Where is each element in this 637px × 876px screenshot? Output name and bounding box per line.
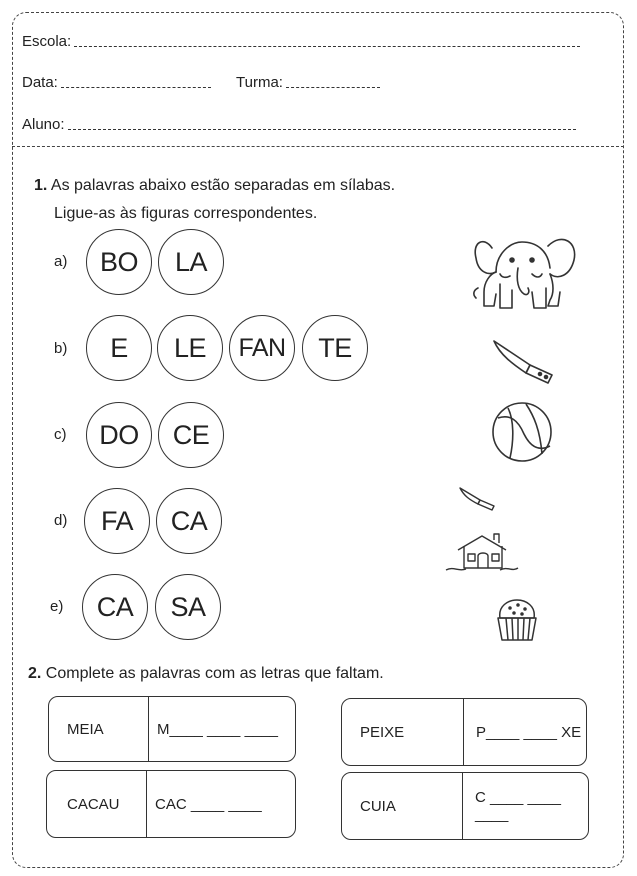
syllable-circle[interactable]: LE	[157, 315, 223, 381]
item-a-letter: a)	[54, 253, 68, 270]
elephant-icon[interactable]	[470, 228, 580, 314]
q2-title	[28, 660, 384, 688]
student-line[interactable]	[68, 128, 576, 130]
syllable-circle[interactable]: FA	[84, 488, 150, 554]
student-label: Aluno:	[22, 116, 65, 133]
q1-line2: Ligue-as às figuras correspondentes.	[54, 205, 318, 222]
syllable-circle[interactable]: DO	[86, 402, 152, 468]
school-label: Escola:	[22, 33, 72, 50]
house-icon[interactable]	[444, 530, 520, 574]
knife-icon[interactable]	[490, 335, 558, 385]
syllable-circle[interactable]: TE	[302, 315, 368, 381]
q2-number: 2.	[28, 665, 42, 682]
q2-text: Complete as palavras com as letras que faltam.	[45, 665, 384, 682]
q1-title	[34, 172, 395, 200]
class-line[interactable]	[286, 86, 380, 88]
q1-line1: As palavras abaixo estão separadas em sílabas.	[50, 177, 396, 194]
class-field[interactable]	[236, 74, 380, 91]
syllable-circle[interactable]: LA	[158, 229, 224, 295]
date-field[interactable]	[22, 74, 211, 91]
word-fill-in[interactable]: CAC ____ ____	[155, 795, 262, 813]
item-d-letter: d)	[54, 512, 68, 529]
syllable-circle[interactable]: CA	[156, 488, 222, 554]
q1-subtitle	[54, 200, 317, 228]
ball-icon[interactable]	[490, 400, 554, 464]
school-line[interactable]	[74, 45, 580, 47]
word-box-peixe	[341, 698, 587, 766]
word-label: CUIA	[342, 773, 463, 839]
syllable-circle[interactable]: BO	[86, 229, 152, 295]
word-box-meia	[48, 696, 296, 762]
word-fill-in[interactable]: C ____ ____ ____	[475, 789, 561, 823]
item-b-letter: b)	[54, 340, 68, 357]
word-box-cuia	[341, 772, 589, 840]
small-knife-icon[interactable]	[458, 484, 498, 512]
school-field[interactable]	[22, 33, 580, 50]
syllable-circle[interactable]: E	[86, 315, 152, 381]
word-label: MEIA	[49, 697, 149, 761]
word-box-cacau	[46, 770, 296, 838]
syllable-circle[interactable]: FAN	[229, 315, 295, 381]
syllable-circle[interactable]: CA	[82, 574, 148, 640]
syllable-circle[interactable]: CE	[158, 402, 224, 468]
word-label: CACAU	[47, 771, 147, 837]
word-fill-in[interactable]: M____ ____ ____	[157, 720, 278, 738]
class-label: Turma:	[236, 74, 283, 91]
item-e-letter: e)	[50, 598, 64, 615]
cupcake-icon[interactable]	[494, 596, 540, 644]
q1-number: 1.	[34, 177, 48, 194]
student-field[interactable]	[22, 116, 576, 133]
word-label: PEIXE	[342, 699, 464, 765]
syllable-circle[interactable]: SA	[155, 574, 221, 640]
word-fill-in[interactable]: P____ ____ XE	[476, 723, 582, 741]
item-c-letter: c)	[54, 426, 67, 443]
date-label: Data:	[22, 74, 58, 91]
date-line[interactable]	[61, 86, 211, 88]
header-divider	[12, 146, 624, 147]
